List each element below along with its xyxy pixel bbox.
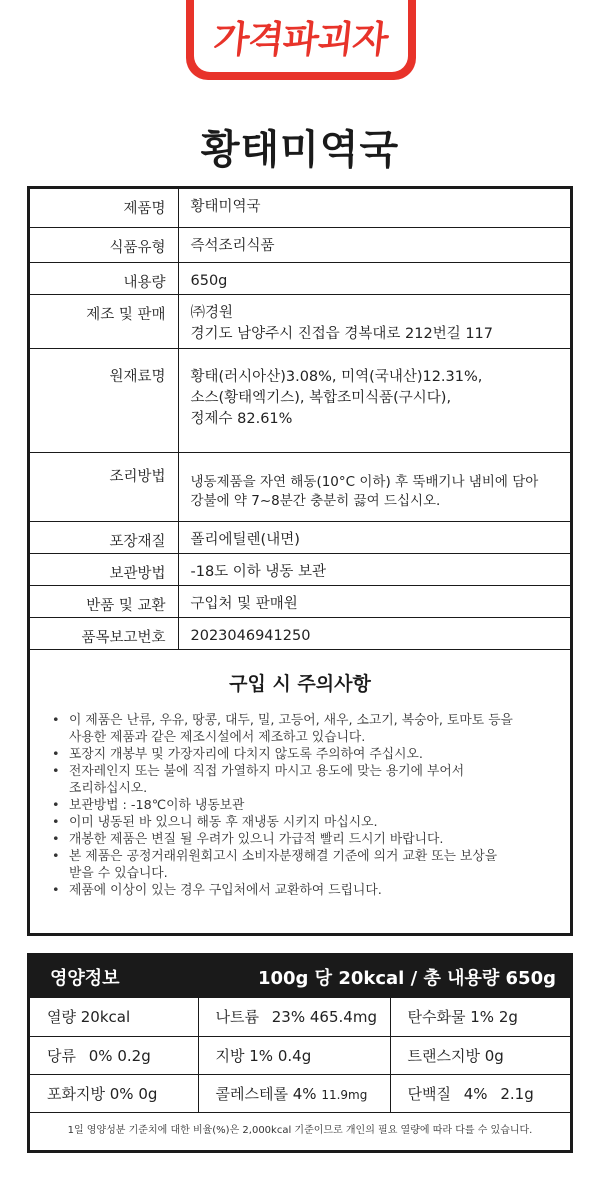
nutrition-basis: 100g 당 20kcal / 총 내용량 650g	[257, 968, 556, 989]
caution-section	[30, 651, 570, 899]
info-label: 보관방법	[30, 553, 178, 585]
nutrition-cell-fat: 지방 1% 0.4g	[198, 1036, 390, 1074]
info-label: 조리방법	[30, 452, 178, 521]
info-row-ingredients	[30, 348, 570, 452]
nutrition-table	[30, 998, 570, 1113]
product-info-box	[27, 186, 573, 936]
caution-item: • 이 제품은 난류, 우유, 땅콩, 대두, 밀, 고등어, 새우, 소고기, 복숭아, 토마토 등을 사용한 제품과 같은 제조시설에서 제조하고 있습니다.	[52, 712, 552, 746]
nutrition-cell-sugar: 당류 0% 0.2g	[30, 1036, 198, 1074]
info-row-returns	[30, 585, 570, 617]
info-row-cooking	[30, 452, 570, 521]
caution-item: • 개봉한 제품은 변질 될 우려가 있으니 가급적 빨리 드시기 바랍니다.	[52, 831, 552, 848]
info-row-storage	[30, 553, 570, 585]
info-value: 황태미역국	[178, 189, 570, 227]
info-label: 제조 및 판매	[30, 294, 178, 348]
caution-list	[52, 712, 552, 899]
nutrition-cell-trans-fat: 트랜스지방 0g	[390, 1036, 570, 1074]
caution-title: 구입 시 주의사항	[229, 673, 371, 695]
nutrition-cell-carbohydrate: 탄수화물 1% 2g	[390, 998, 570, 1036]
info-row-weight	[30, 262, 570, 294]
brand-logo	[186, 0, 416, 80]
info-row-name	[30, 189, 570, 227]
info-label: 품목보고번호	[30, 617, 178, 649]
nutrition-cell-cholesterol: 콜레스테롤 4% 11.9mg	[198, 1074, 390, 1112]
nutrition-header	[30, 956, 570, 998]
info-label: 포장재질	[30, 521, 178, 553]
caution-item: • 전자레인지 또는 불에 직접 가열하지 마시고 용도에 맞는 용기에 부어서 조리하십시오.	[52, 763, 552, 797]
nutrition-cell-saturated-fat: 포화지방 0% 0g	[30, 1074, 198, 1112]
info-label: 반품 및 교환	[30, 585, 178, 617]
brand-logo-text: 가격파괴자	[211, 18, 390, 61]
nutrition-cell-calories: 열량 20kcal	[30, 998, 198, 1036]
info-label: 식품유형	[30, 227, 178, 262]
info-value: ㈜경원 경기도 남양주시 진접읍 경복대로 212번길 117	[178, 294, 570, 348]
info-label: 제품명	[30, 189, 178, 227]
info-value: 냉동제품을 자연 해동(10°C 이하) 후 뚝배기나 냄비에 담아 강불에 약 7~8분간 충분히 끓여 드십시오.	[178, 452, 570, 521]
nutrition-title: 영양정보	[50, 968, 120, 989]
info-value: 즉석조리식품	[178, 227, 570, 262]
brand-logo-inner	[194, 0, 408, 72]
caution-item: • 본 제품은 공정거래위원회고시 소비자분쟁해결 기준에 의거 교환 또는 보상을 받을 수 있습니다.	[52, 848, 552, 882]
product-title: 황태미역국	[200, 127, 400, 173]
info-row-type	[30, 227, 570, 262]
info-value: 2023046941250	[178, 617, 570, 649]
nutrition-row	[30, 998, 570, 1036]
info-value: 폴리에틸렌(내면)	[178, 521, 570, 553]
nutrition-row	[30, 1074, 570, 1112]
nutrition-row	[30, 1036, 570, 1074]
info-row-packaging	[30, 521, 570, 553]
info-row-manufacturer	[30, 294, 570, 348]
info-value: 구입처 및 판매원	[178, 585, 570, 617]
info-value: 650g	[178, 262, 570, 294]
caution-item: • 보관방법 : -18℃이하 냉동보관	[52, 797, 552, 814]
info-label: 원재료명	[30, 348, 178, 452]
nutrition-footnote: 1일 영양성분 기준치에 대한 비율(%)은 2,000kcal 기준이므로 개인의 필요 열량에 따라 다를 수 있습니다.	[67, 1124, 533, 1136]
caution-item: • 이미 냉동된 바 있으니 해동 후 재냉동 시키지 마십시오.	[52, 814, 552, 831]
info-label: 내용량	[30, 262, 178, 294]
product-info-table	[30, 189, 570, 650]
caution-item: • 포장지 개봉부 및 가장자리에 다치지 않도록 주의하여 주십시오.	[52, 746, 552, 763]
nutrition-cell-protein: 단백질 4% 2.1g	[390, 1074, 570, 1112]
caution-item: • 제품에 이상이 있는 경우 구입처에서 교환하여 드립니다.	[52, 882, 552, 899]
info-value: 황태(러시아산)3.08%, 미역(국내산)12.31%, 소스(황태엑기스), 복합조미식품(구시다), 정제수 82.61%	[178, 348, 570, 452]
nutrition-cell-sodium: 나트륨 23% 465.4mg	[198, 998, 390, 1036]
info-row-report-number	[30, 617, 570, 649]
nutrition-box	[27, 953, 573, 1153]
info-value: -18도 이하 냉동 보관	[178, 553, 570, 585]
